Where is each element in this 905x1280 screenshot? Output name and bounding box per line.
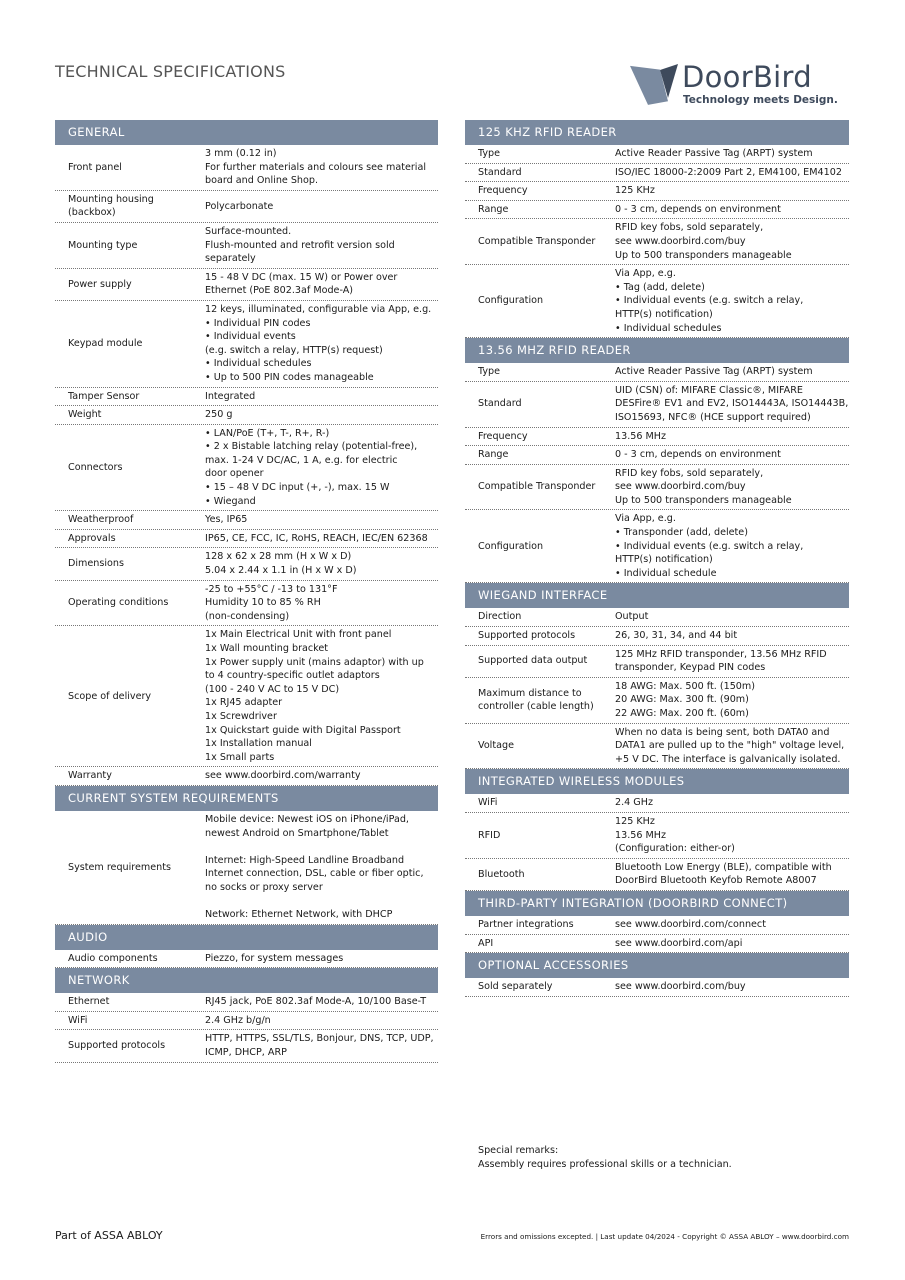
spec-value [613,219,849,264]
spec-label-text: RFID [478,829,501,841]
spec-value-line: 1x Main Electrical Unit with front panel [205,629,392,641]
spec-value-line: Output [615,611,649,623]
spec-row [55,223,438,269]
spec-value [613,382,849,427]
spec-value-line: • Individual schedules [615,322,722,334]
spec-value [613,646,849,677]
spec-value [203,548,438,579]
spec-value-line: 1x Installation manual [205,738,312,750]
spec-label [55,406,203,424]
spec-row [465,916,849,935]
spec-value-line: Internet: High-Speed Landline Broadband [205,854,405,866]
spec-label-text: Mounting housing [68,193,154,205]
section-header-network: NETWORK [55,968,438,993]
spec-label-text: Supported data output [478,655,588,667]
spec-label [465,978,613,996]
spec-label-text: Weight [68,409,102,421]
spec-value-line: 26, 30, 31, 34, and 44 bit [615,630,738,642]
spec-row [465,608,849,627]
spec-value-line: • 2 x Bistable latching relay (potential-free), [205,441,418,453]
spec-label [465,794,613,812]
doorbird-logo [630,62,850,112]
spec-value-line: • 15 – 48 V DC input (+, -), max. 15 W [205,482,390,494]
spec-value-line: 1x Small parts [205,751,275,763]
spec-row [55,145,438,191]
spec-value [203,269,438,300]
spec-value-line: 15 - 48 V DC (max. 15 W) or Power over [205,271,398,283]
spec-value-line: HTTP(s) notification) [615,554,713,566]
spec-value-line: (100 - 240 V AC to 15 V DC) [205,683,340,695]
spec-value-line: When no data is being sent, both DATA0 and [615,726,830,738]
spec-label-text: Partner integrations [478,918,574,930]
spec-label-text: Range [478,203,509,215]
spec-value [203,581,438,626]
spec-value-line: Network: Ethernet Network, with DHCP [205,909,393,921]
spec-value-line: 1x Wall mounting bracket [205,643,329,654]
spec-value-line: • Up to 500 PIN codes manageable [205,371,374,383]
spec-label [55,223,203,268]
spec-value-line: • Individual events (e.g. switch a relay, [615,540,804,552]
spec-value [203,1030,438,1061]
spec-label [465,916,613,934]
spec-value-line: ISO/IEC 18000-2:2009 Part 2, EM4100, EM4102 [615,166,842,178]
spec-label-text: Configuration [478,540,544,552]
spec-row [465,678,849,724]
spec-label-text: Maximum distance to [478,687,582,699]
spec-row [55,548,438,580]
spec-label-text: (backbox) [68,207,116,219]
spec-label-text: Ethernet [68,996,110,1008]
section-header-audio: AUDIO [55,925,438,950]
spec-value-line: Polycarbonate [205,200,274,212]
spec-value-line: (non-condensing) [205,610,290,622]
spec-value-line: Yes, IP65 [205,514,248,526]
spec-label-text: API [478,937,494,949]
spec-row [465,446,849,465]
spec-row [55,1012,438,1031]
spec-value [203,993,438,1011]
spec-label [55,425,203,511]
page-title: TECHNICAL SPECIFICATIONS [55,62,286,81]
spec-row [465,201,849,220]
spec-value-line: • Individual events (e.g. switch a relay, [615,295,804,307]
spec-row [55,406,438,425]
spec-row [465,978,849,997]
spec-label [465,219,613,264]
spec-label-text: Operating conditions [68,597,169,609]
spec-value-line: 13.56 MHz [615,430,667,442]
spec-label [55,1012,203,1030]
spec-value-line: 0 - 3 cm, depends on environment [615,203,781,215]
spec-value-line: UID (CSN) of: MIFARE Classic®, MIFARE [615,384,803,396]
spec-label [55,301,203,387]
spec-label-text: Tamper Sensor [68,390,140,402]
spec-row [55,301,438,388]
spec-value-line: see www.doorbird.com/api [615,937,743,949]
spec-label [465,265,613,337]
spec-value [203,388,438,406]
spec-value-line: Mobile device: Newest iOS on iPhone/iPad, [205,813,409,825]
spec-value [203,811,438,924]
spec-label [55,581,203,626]
spec-label-text: Range [478,449,509,461]
spec-row [55,191,438,223]
spec-row [465,465,849,511]
spec-value-line: no socks or proxy server [205,881,323,893]
spec-label-text: Mounting type [68,239,138,251]
spec-label [465,510,613,582]
spec-value-line: Via App, e.g. [615,513,676,525]
spec-value-line: 1x Quickstart guide with Digital Passport [205,724,401,736]
spec-label [465,678,613,723]
spec-value-line: • Individual schedule [615,567,717,579]
remarks-text: Assembly requires professional skills or a technician. [478,1158,732,1170]
spec-row [55,530,438,549]
spec-label-text: Connectors [68,461,123,473]
spec-label-text: WiFi [68,1014,88,1026]
spec-value-line: • LAN/PoE (T+, T-, R+, R-) [205,427,330,439]
spec-label [465,465,613,510]
spec-value-line: IP65, CE, FCC, IC, RoHS, REACH, IEC/EN 62368 [205,532,428,544]
spec-label [55,950,203,968]
logo-tagline: Technology meets Design. [683,94,838,106]
spec-label-text: Direction [478,611,522,623]
spec-value-line: to 4 country-specific outlet adaptors [205,670,380,682]
spec-row [55,950,438,969]
spec-value [613,145,849,163]
spec-value [203,145,438,190]
spec-value-line: see www.doorbird.com/connect [615,918,766,930]
spec-value [613,794,849,812]
spec-label-text: WiFi [478,797,498,809]
spec-value [203,626,438,766]
spec-label [55,993,203,1011]
spec-row [55,388,438,407]
spec-value-line: • Transponder (add, delete) [615,527,748,539]
spec-label [55,548,203,579]
spec-value-line: Via App, e.g. [615,268,676,280]
spec-label-text: Dimensions [68,558,124,570]
spec-value-line [205,895,436,909]
spec-value [613,164,849,182]
spec-value-line: separately [205,253,256,265]
spec-value-line: 2.4 GHz b/g/n [205,1014,271,1026]
spec-value [203,301,438,387]
spec-label [465,182,613,200]
spec-label-text: controller (cable length) [478,701,594,713]
spec-label-text: Weatherproof [68,514,134,526]
spec-value-line: DESFire® EV1 and EV2, ISO14443A, ISO14443B, [615,398,849,410]
spec-value [203,425,438,511]
spec-value [613,627,849,645]
spec-label [55,767,203,785]
spec-row [465,646,849,678]
section-header-third-party-integration-doorbird-connect: THIRD-PARTY INTEGRATION (DOORBIRD CONNECT) [465,891,849,916]
spec-value-line: Bluetooth Low Energy (BLE), compatible with [615,861,832,873]
spec-value-line: Active Reader Passive Tag (ARPT) system [615,366,813,378]
spec-label-text: Supported protocols [68,1040,166,1052]
spec-value-line: 2.4 GHz [615,797,653,809]
spec-value [613,428,849,446]
right-column [465,120,849,997]
spec-label [465,145,613,163]
spec-value [613,813,849,858]
spec-label [465,859,613,890]
spec-row [55,269,438,301]
section-header-general: GENERAL [55,120,438,145]
spec-value-line: 3 mm (0.12 in) [205,148,277,159]
spec-value [203,511,438,529]
spec-row [465,164,849,183]
spec-label [465,428,613,446]
spec-value-line: +5 V DC. The interface is galvanically isolated. [615,753,841,765]
spec-value-line: 20 AWG: Max. 300 ft. (90m) [615,694,749,706]
spec-label [55,511,203,529]
spec-value-line [205,840,436,854]
spec-label [55,626,203,766]
spec-label-text: Compatible Transponder [478,235,596,247]
spec-value-line: Up to 500 transponders manageable [615,249,792,261]
spec-label-text: Voltage [478,740,514,752]
spec-row [465,363,849,382]
section-header-125-khz-rfid-reader: 125 KHZ RFID READER [465,120,849,145]
spec-row [55,511,438,530]
spec-value [613,265,849,337]
spec-value [613,916,849,934]
spec-value-line: 250 g [205,409,233,421]
spec-value-line: ICMP, DHCP, ARP [205,1047,287,1059]
spec-label [465,382,613,427]
spec-label-text: Power supply [68,278,132,290]
spec-label-text: Configuration [478,295,544,307]
spec-label [55,191,203,222]
spec-value-line: RJ45 jack, PoE 802.3af Mode-A, 10/100 Base-T [205,996,427,1008]
section-header-optional-accessories: OPTIONAL ACCESSORIES [465,953,849,978]
spec-label [55,530,203,548]
spec-value-line: HTTP(s) notification) [615,308,713,320]
spec-value-line: 125 KHz [615,185,655,197]
spec-row [55,626,438,767]
spec-row [55,581,438,627]
spec-row [465,219,849,265]
spec-label [465,608,613,626]
spec-value-line: Humidity 10 to 85 % RH [205,597,321,609]
spec-value [613,446,849,464]
spec-label-text: Type [478,148,501,159]
spec-label [465,627,613,645]
spec-value-line: ISO15693, NFC® (HCE support required) [615,411,811,423]
spec-value-line: • Individual events [205,331,296,343]
spec-row [55,425,438,512]
spec-row [465,145,849,164]
spec-value-line: 5.04 x 2.44 x 1.1 in (H x W x D) [205,565,357,577]
spec-row [465,859,849,891]
spec-label [55,388,203,406]
spec-row [465,724,849,770]
remarks-heading: Special remarks: [478,1145,559,1156]
doorbird-bird-icon [630,64,678,106]
section-header-current-system-requirements: CURRENT SYSTEM REQUIREMENTS [55,786,438,811]
spec-value [203,530,438,548]
spec-label [465,201,613,219]
spec-label [55,269,203,300]
spec-row [55,811,438,925]
logo-name: DoorBird [682,60,812,94]
spec-value-line: Piezzo, for system messages [205,952,344,964]
spec-value-line: DATA1 are pulled up to the "high" voltage level, [615,740,845,752]
spec-row [465,510,849,583]
spec-value [203,223,438,268]
spec-label-text: Sold separately [478,981,553,993]
spec-label-text: Scope of delivery [68,690,152,702]
spec-label-text: Front panel [68,161,122,173]
spec-value-line: DoorBird Bluetooth Keyfob Remote A8007 [615,875,817,887]
spec-value-line: • Wiegand [205,495,256,507]
spec-value [613,363,849,381]
spec-value-line: see www.doorbird.com/buy [615,981,746,993]
left-column [55,120,438,1063]
spec-value [613,182,849,200]
spec-label [465,646,613,677]
spec-label [465,164,613,182]
spec-row [465,265,849,338]
spec-label-text: Frequency [478,430,528,442]
spec-value [613,608,849,626]
spec-value-line: max. 1-24 V DC/AC, 1 A, e.g. for electric [205,454,398,466]
spec-row [55,767,438,786]
spec-row [465,794,849,813]
spec-label-text: System requirements [68,861,172,873]
spec-value-line: HTTP, HTTPS, SSL/TLS, Bonjour, DNS, TCP, UDP, [205,1033,434,1045]
spec-row [465,627,849,646]
spec-row [465,935,849,954]
spec-value-line: newest Android on Smartphone/Tablet [205,827,389,839]
spec-value-line: see www.doorbird.com/warranty [205,770,361,782]
special-remarks [478,1144,732,1171]
spec-value-line: 22 AWG: Max. 200 ft. (60m) [615,708,749,719]
spec-value-line: Active Reader Passive Tag (ARPT) system [615,148,813,159]
spec-label-text: Warranty [68,770,112,782]
spec-row [465,428,849,447]
spec-value [613,201,849,219]
spec-value-line: Surface-mounted. [205,225,292,237]
spec-value-line: RFID key fobs, sold separately, [615,222,764,234]
spec-value-line: door opener [205,468,264,480]
spec-value [203,950,438,968]
spec-row [55,993,438,1012]
spec-label [465,813,613,858]
spec-value [613,978,849,996]
spec-label-text: Approvals [68,532,116,544]
spec-value [203,406,438,424]
section-header-13-56-mhz-rfid-reader: 13.56 MHZ RFID READER [465,338,849,363]
spec-label-text: Type [478,366,501,378]
footer-company: Part of ASSA ABLOY [55,1229,163,1242]
spec-value-line: 18 AWG: Max. 500 ft. (150m) [615,680,756,692]
spec-value-line: • Individual schedules [205,358,312,370]
spec-label-text: Frequency [478,185,528,197]
spec-value-line: (Configuration: either-or) [615,843,735,855]
spec-value-line: Up to 500 transponders manageable [615,494,792,506]
spec-value-line: 1x RJ45 adapter [205,697,283,709]
spec-value-line: -25 to +55°C / -13 to 131°F [205,583,338,595]
spec-label-text: Bluetooth [478,868,525,880]
spec-value-line: see www.doorbird.com/buy [615,235,746,247]
spec-value-line: 1x Screwdriver [205,710,277,722]
spec-row [465,813,849,859]
section-header-wiegand-interface: WIEGAND INTERFACE [465,583,849,608]
spec-value-line: board and Online Shop. [205,175,319,187]
spec-value [613,935,849,953]
spec-label-text: Audio components [68,952,158,964]
spec-value [203,1012,438,1030]
footer-copyright: Errors and omissions excepted. | Last update 04/2024 - Copyright © ASSA ABLOY – www.doorbird.com [480,1232,849,1241]
spec-value-line: For further materials and colours see material [205,161,427,173]
spec-value [613,724,849,769]
spec-value-line: see www.doorbird.com/buy [615,481,746,493]
spec-value-line: 125 KHz [615,815,655,827]
spec-label-text: Keypad module [68,337,143,349]
spec-value-line: RFID key fobs, sold separately, [615,467,764,479]
spec-label-text: Standard [478,398,522,410]
spec-label [55,811,203,924]
spec-value-line: (e.g. switch a relay, HTTP(s) request) [205,344,383,356]
spec-value-line: Flush-mounted and retrofit version sold [205,239,395,251]
spec-row [55,1030,438,1062]
spec-value-line: • Tag (add, delete) [615,281,705,293]
spec-value-line: 125 MHz RFID transponder, 13.56 MHz RFID [615,648,827,660]
spec-value [203,191,438,222]
spec-value [613,859,849,890]
spec-label-text: Standard [478,166,522,178]
spec-label-text: Compatible Transponder [478,481,596,493]
spec-value [613,678,849,723]
spec-label [55,145,203,190]
spec-value-line: Ethernet (PoE 802.3af Mode-A) [205,285,354,297]
spec-label-text: Supported protocols [478,630,576,642]
spec-value-line: Internet connection, DSL, cable or fiber optic, [205,868,424,880]
spec-value [613,510,849,582]
spec-label [55,1030,203,1061]
spec-value [203,767,438,785]
spec-value-line: 128 x 62 x 28 mm (H x W x D) [205,551,352,563]
spec-label [465,446,613,464]
spec-value-line: Integrated [205,390,256,402]
spec-value-line: 1x Power supply unit (mains adaptor) with up [205,656,424,668]
spec-row [465,382,849,428]
spec-value-line: 12 keys, illuminated, configurable via App, e.g. [205,303,432,315]
spec-label [465,363,613,381]
spec-value-line: • Individual PIN codes [205,317,311,329]
spec-label [465,935,613,953]
section-header-integrated-wireless-modules: INTEGRATED WIRELESS MODULES [465,769,849,794]
spec-label [465,724,613,769]
spec-value [613,465,849,510]
spec-value-line: 0 - 3 cm, depends on environment [615,449,781,461]
spec-value-line: 13.56 MHz [615,829,667,841]
spec-value-line: transponder, Keypad PIN codes [615,662,766,674]
spec-row [465,182,849,201]
